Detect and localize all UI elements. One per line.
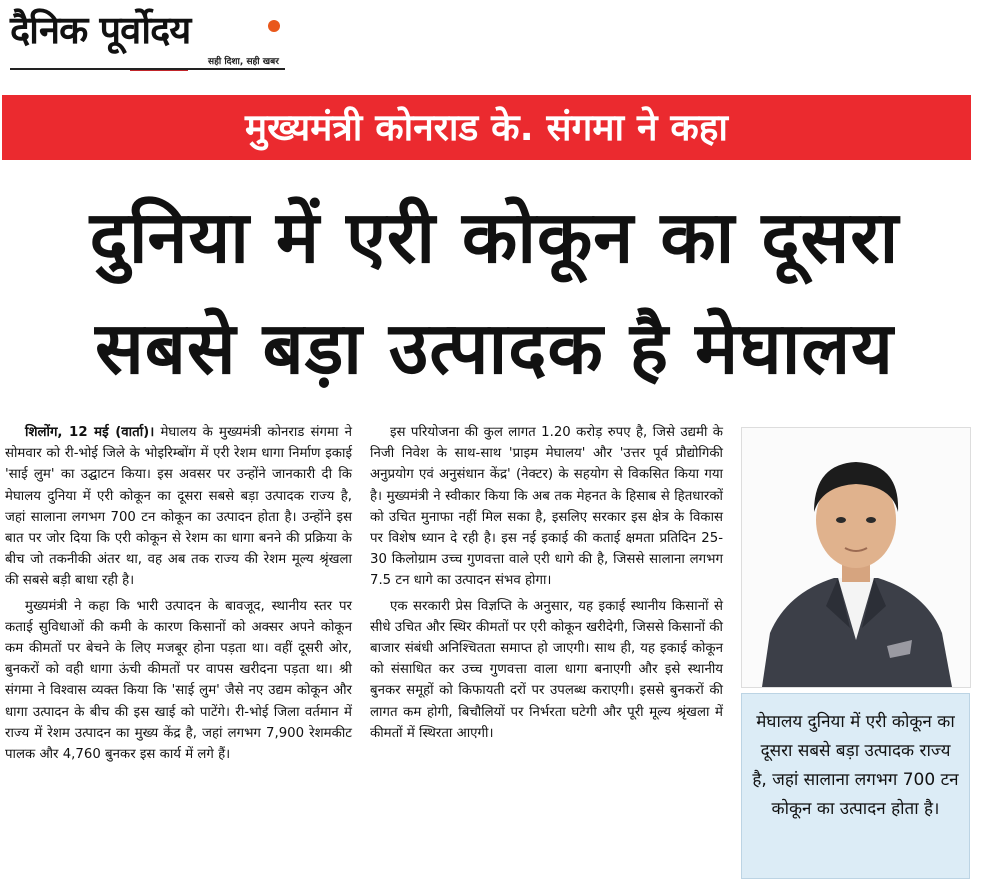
pull-quote-box: [741, 693, 970, 879]
article-column-2: [370, 422, 723, 744]
paragraph: इस परियोजना की कुल लागत 1.20 करोड़ रुपए है, जिसे उद्यमी के निजी निवेश के साथ-साथ 'प्राइम मेघालय' और 'उत्तर पूर्व प्रौद्योगिकी अनुप्रयोग एवं अनुसंधान केंद्र' (नेक्टर) के सहयोग से विकसित किया गया है। मुख्यमंत्री ने स्वीकार किया कि अब तक मेहनत के हिसाब से हितधारकों को उचित मुनाफा नहीं मिल सका है, इसलिए सरकार इस क्षेत्र के विकास पर विशेष ध्यान दे रही है। इस नई इकाई की कताई क्षमता प्रतिदिन 25-30 किलोग्राम उच्च गुणवत्ता वाले एरी धागे की है, जिससे सालाना लगभग 7.5 टन धागे का उत्पादन संभव होगा।: [370, 425, 723, 589]
paragraph-text: मेघालय के मुख्यमंत्री कोनराड संगमा ने सोमवार को री-भोई जिले के भोइरिम्बोंग में एरी रेशम धागा निर्माण इकाई 'साई लुम' का उद्घाटन किया। इस अवसर पर उन्होंने जानकारी दी कि मेघालय दुनिया में एरी कोकून का दूसरा सबसे बड़ा उत्पादक राज्य है, जहां सालाना लगभग 700 टन कोकून का उत्पादन होता है। उन्होंने इस बात पर जोर दिया कि एरी कोकून से रेशम का धागा बनने की प्रक्रिया के बीच जो तकनीकी अंतर था, वह अब तक राज्य की रेशम मूल्य श्रृंखला की सबसे बड़ी बाधा रही है।: [5, 425, 352, 589]
masthead: [10, 8, 290, 74]
newspaper-logo: दैनिक पूर्वोदय: [10, 8, 191, 52]
masthead-rule: [10, 68, 285, 70]
masthead-tagline: सही दिशा, सही खबर: [208, 57, 279, 67]
paragraph: [5, 422, 352, 592]
pull-quote-text: मेघालय दुनिया में एरी कोकून का दूसरा सबसे बड़ा उत्पादक राज्य है, जहां सालाना लगभग 700 टन कोकून का उत्पादन होता है।: [752, 712, 959, 819]
paragraph: मुख्यमंत्री ने कहा कि भारी उत्पादन के बावजूद, स्थानीय स्तर पर कताई सुविधाओं की कमी के कारण किसानों को अक्सर अपने कोकून कम कीमतों पर बेचने के लिए मजबूर होना पड़ता था। वहीं दूसरी ओर, बुनकरों को वही धागा ऊंची कीमतों पर वापस खरीदना पड़ता था। श्री संगमा ने विश्वास व्यक्त किया कि 'साई लुम' जैसे नए उद्यम कोकून और धागा उत्पादन के बीच की इस खाई को पाटेंगे। री-भोई जिला वर्तमान में राज्य में रेशम उत्पादन का मुख्य केंद्र है, जहां लगभग 7,900 रेशमकीट पालक और 4,760 बुनकर इस कार्य में लगे हैं।: [5, 598, 352, 763]
headline-line-2: सबसे बड़ा उत्पादक है मेघालय: [95, 306, 894, 390]
headline-line-1: दुनिया में एरी कोकून का दूसरा: [89, 195, 900, 279]
portrait-illustration: [742, 428, 970, 687]
kicker-text: मुख्यमंत्री कोनराड के. संगमा ने कहा: [244, 106, 729, 149]
paragraph: एक सरकारी प्रेस विज्ञप्ति के अनुसार, यह इकाई स्थानीय किसानों से सीधे उचित और स्थिर कीमतों पर एरी कोकून खरीदेगी, जिससे किसानों की बाजार संबंधी अनिश्चितता समाप्त हो जाएगी। साथ ही, यह इकाई कोकून को संसाधित कर उच्च गुणवत्ता वाला धागा बनाएगी और इसे स्थानीय बुनकर समूहों को किफायती दरों पर उपलब्ध कराएगी। इससे बुनकरों की लागत कम होगी, बिचौलियों पर निर्भरता घटेगी और पूरी मूल्य श्रृंखला में कीमतों में स्थिरता आएगी।: [370, 598, 723, 741]
kicker-banner: [2, 95, 971, 160]
article-column-1: [5, 422, 352, 765]
dateline: शिलोंग, 12 मई (वार्ता)।: [25, 425, 155, 440]
chief-minister-photo: [741, 427, 971, 688]
logo-sun-icon: [268, 20, 280, 32]
